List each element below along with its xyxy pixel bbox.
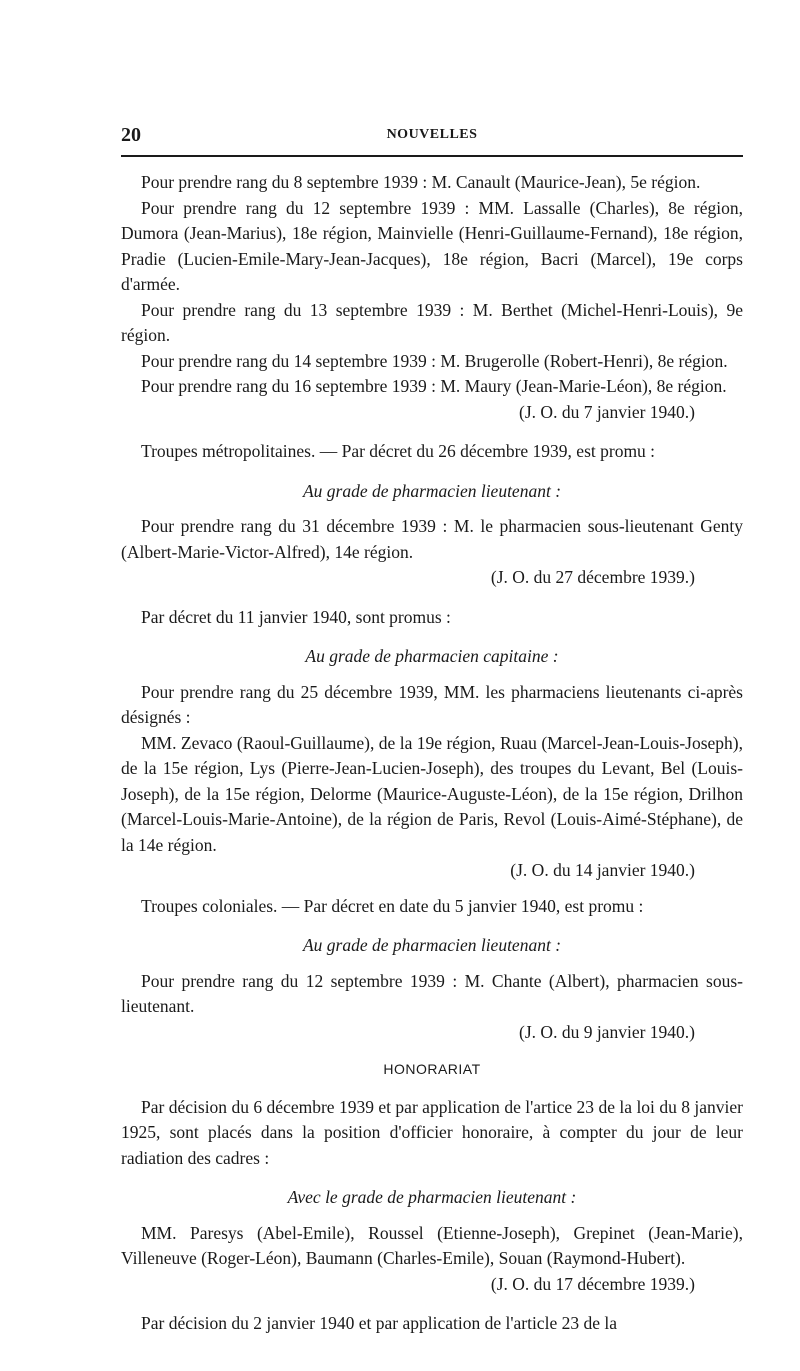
paragraph: Par décret du 11 janvier 1940, sont promus : (141, 606, 451, 627)
grade-subheading: Au grade de pharmacien lieutenant : (302, 480, 562, 501)
journal-reference: (J. O. du 17 décembre 1939.) (490, 1273, 695, 1294)
grade-subheading: Au grade de pharmacien capitaine : (305, 646, 559, 666)
grade-subheading: Au grade de pharmacien lieutenant : (302, 935, 562, 955)
journal-reference: (J. O. du 9 janvier 1940.) (519, 1021, 695, 1042)
page-header (121, 124, 743, 152)
journal-reference: (J. O. du 7 janvier 1940.) (519, 401, 695, 422)
paragraph: Pour prendre rang du 12 septembre 1939 : MM. Lassalle (Charles), 8e région, Dumora (Jean-Marius), 18e région, Mainvielle (Henri-Guillaume-Fernand), 18e région, Pradie (Lucien-Emile-Mary-Jean-Jacques), 18e région, Bacri (Marcel), 19e corps d'armée. (121, 197, 743, 294)
paragraph: Pour prendre rang du 14 septembre 1939 : M. Brugerolle (Robert-Henri), 8e région. (141, 350, 728, 371)
paragraph: Troupes métropolitaines. — Par décret du 26 décembre 1939, est promu : (141, 441, 656, 461)
grade-subheading: Avec le grade de pharmacien lieutenant : (287, 1187, 577, 1207)
document-body (121, 170, 743, 1337)
paragraph: Pour prendre rang du 31 décembre 1939 : M. le pharmacien sous-lieutenant Genty (Albert-Marie-Victor-Alfred), 14e région. (121, 516, 743, 562)
paragraph: Pour prendre rang du 13 septembre 1939 : M. Berthet (Michel-Henri-Louis), 9e région. (121, 299, 743, 345)
journal-reference: (J. O. du 14 janvier 1940.) (510, 860, 695, 880)
running-title: NOUVELLES (386, 127, 478, 142)
section-heading: HONORARIAT (383, 1061, 481, 1077)
paragraph: Troupes coloniales. — Par décret en date du 5 janvier 1940, est promu : (141, 895, 644, 916)
page-number: 20 (121, 124, 141, 146)
paragraph: Pour prendre rang du 16 septembre 1939 : M. Maury (Jean-Marie-Léon), 8e région. (141, 376, 727, 396)
paragraph: Pour prendre rang du 12 septembre 1939 : M. Chante (Albert), pharmacien sous-lieutenant. (121, 970, 743, 1016)
paragraph: Par décision du 6 décembre 1939 et par application de l'artice 23 de la loi du 8 janvier 1925, sont placés dans la position d'officier honoraire, à compter du jour de leur radiation des cadres : (121, 1096, 743, 1168)
journal-reference: (J. O. du 27 décembre 1939.) (490, 567, 695, 587)
paragraph: Par décision du 2 janvier 1940 et par application de l'article 23 de la (141, 1313, 617, 1333)
header-rule (121, 155, 743, 157)
paragraph: MM. Zevaco (Raoul-Guillaume), de la 19e région, Ruau (Marcel-Jean-Louis-Joseph), de la 15e région, Lys (Pierre-Jean-Lucien-Joseph), des troupes du Levant, Bel (Louis-Joseph), de la 15e région, Delorme (Maurice-Auguste-Léon), de la 15e région, Drilhon (Marcel-Louis-Marie-Antoine), de la région de Paris, Revol (Louis-Aimé-Stéphane), de la 14e région. (121, 732, 743, 855)
paragraph: Pour prendre rang du 8 septembre 1939 : M. Canault (Maurice-Jean), 5e région. (141, 172, 701, 192)
paragraph: Pour prendre rang du 25 décembre 1939, MM. les pharmaciens lieutenants ci-après désignés : (121, 681, 743, 727)
paragraph: MM. Paresys (Abel-Emile), Roussel (Etienne-Joseph), Grepinet (Jean-Marie), Villeneuve (Roger-Léon), Baumann (Charles-Emile), Souan (Raymond-Hubert). (121, 1222, 743, 1268)
